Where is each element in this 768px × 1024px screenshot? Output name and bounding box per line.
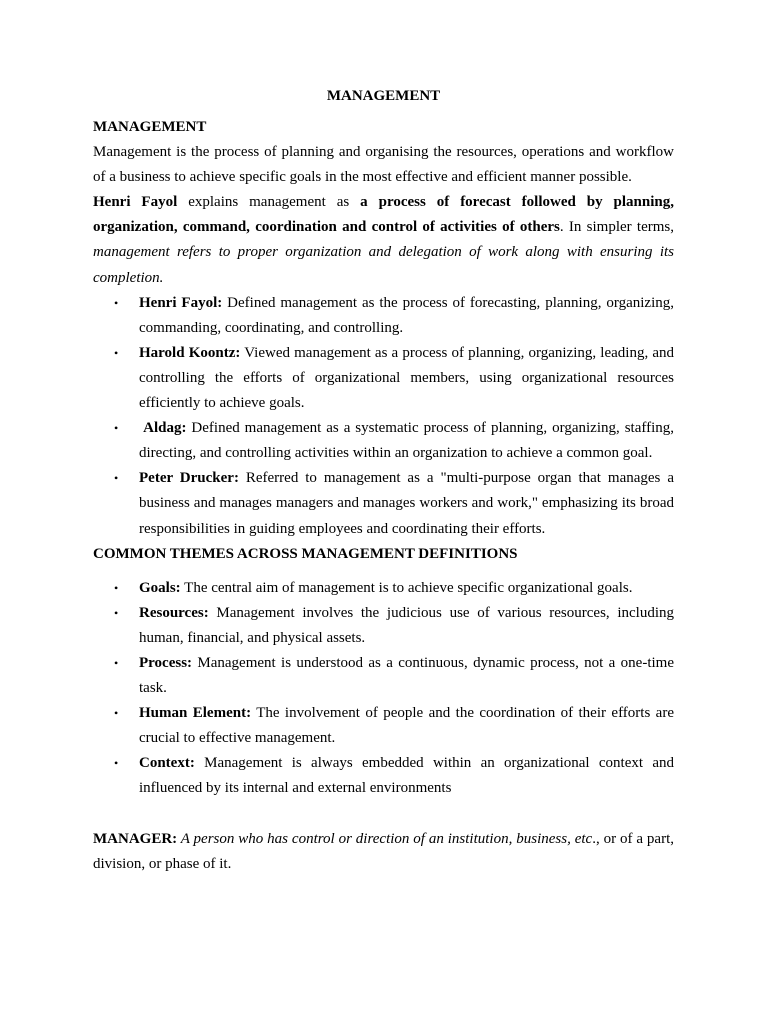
- bullet-icon: •: [114, 295, 119, 310]
- theme-text: The involvement of people and the coordination of their efforts are crucial to effective management.: [139, 705, 674, 747]
- document-title: MANAGEMENT: [326, 88, 441, 104]
- theme-term: Goals:: [139, 579, 181, 596]
- management-intro-paragraph: Management is the process of planning and organising the resources, operations and workflow of a business to achieve specific goals in the most effective and efficient manner possible.: [93, 144, 674, 186]
- definitions-list: [93, 291, 674, 542]
- theme-term: Context:: [139, 755, 195, 772]
- definition-text: Defined management as the process of forecasting, planning, organizing, commanding, coordinating, and controlling.: [139, 294, 675, 336]
- bullet-icon: •: [114, 655, 119, 670]
- fayol-paragraph: [93, 190, 674, 290]
- list-item: [93, 751, 674, 801]
- fayol-text-2: . In simpler terms,: [559, 219, 674, 236]
- list-item: [93, 341, 674, 416]
- fayol-italic-summary: management refers to proper organization and delegation of work along with ensuring its completion.: [93, 244, 674, 286]
- list-item: [93, 576, 674, 601]
- fayol-bold-definition: a process of forecast followed by planning, organization, command, coordination and control of activities of others: [93, 194, 675, 236]
- spacer: [93, 567, 674, 576]
- spacer: [93, 802, 674, 827]
- bullet-icon: •: [114, 706, 119, 721]
- list-item: [93, 416, 674, 466]
- manager-italic-text: A person who has control or direction of an institution, business, etc: [177, 830, 593, 847]
- themes-list: [93, 576, 674, 802]
- section-heading-management: MANAGEMENT: [93, 119, 207, 135]
- fayol-text-1: explains management as: [177, 194, 361, 211]
- theme-text: Management is understood as a continuous, dynamic process, not a one-time task.: [139, 654, 674, 697]
- theme-text: Management is always embedded within an organizational context and influenced by its internal and external environments: [139, 755, 674, 797]
- manager-definition-paragraph: [93, 827, 674, 877]
- fayol-name: Henri Fayol: [93, 194, 178, 211]
- theme-term: Human Element:: [139, 705, 252, 722]
- theme-term: Process:: [139, 654, 193, 671]
- section-heading-common-themes: COMMON THEMES ACROSS MANAGEMENT DEFINITIONS: [93, 545, 518, 562]
- manager-text: ., or of a part, division, or phase of it.: [93, 830, 674, 872]
- bullet-icon: •: [114, 580, 119, 595]
- definition-term: Aldag:: [139, 420, 187, 437]
- theme-text: Management involves the judicious use of various resources, including human, financial, and physical assets.: [139, 604, 674, 646]
- bullet-icon: •: [114, 421, 119, 436]
- manager-term: MANAGER:: [93, 830, 178, 847]
- list-item: [93, 601, 674, 651]
- definition-text: Referred to management as a "multi-purpose organ that manages a business and manages managers and manages workers and work," emphasizing its broad responsibilities in guiding employees and coordinating their efforts.: [139, 470, 674, 537]
- bullet-icon: •: [114, 756, 119, 771]
- definition-term: Henri Fayol:: [139, 294, 223, 311]
- definition-term: Harold Koontz:: [139, 344, 241, 361]
- list-item: [93, 651, 674, 701]
- list-item: [93, 291, 674, 341]
- theme-term: Resources:: [139, 604, 209, 621]
- list-item: [93, 466, 674, 541]
- definition-text: Defined management as a systematic process of planning, organizing, staffing, directing, and controlling activities within an organization to achieve a common goal.: [139, 420, 675, 462]
- definition-text: Viewed management as a process of planning, organizing, leading, and controlling the efforts of organizational members, using organizational resources efficiently to achieve goals.: [139, 344, 674, 412]
- bullet-icon: •: [114, 345, 119, 360]
- definition-term: Peter Drucker:: [139, 470, 239, 487]
- document-content: [93, 84, 674, 877]
- list-item: [93, 701, 674, 751]
- bullet-icon: •: [114, 471, 119, 486]
- theme-text: The central aim of management is to achieve specific organizational goals.: [180, 579, 633, 596]
- bullet-icon: •: [114, 605, 119, 620]
